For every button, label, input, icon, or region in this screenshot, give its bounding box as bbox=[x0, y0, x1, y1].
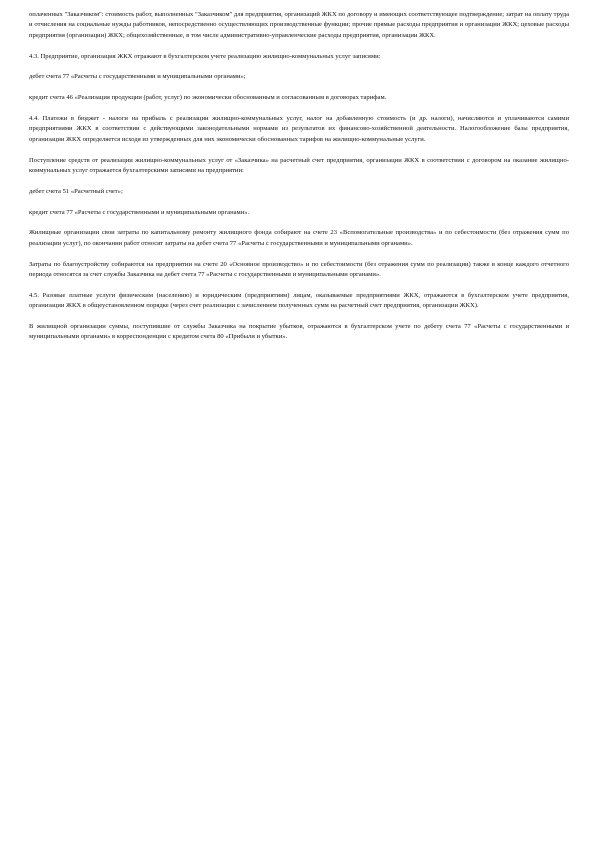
document-body bbox=[29, 10, 569, 353]
entry-debit-51: дебет счета 51 «Расчетный счет»; bbox=[29, 187, 123, 195]
paragraph-loss-coverage: В жилищной организации суммы, поступившие от службы Заказчика на покрытие убытков, отражаются в бухгалтерском учете по дебету счета 77 «Расчеты с государственными и муниципальными органами» в корреспонденции с кредитом счета 80 «Прибыли и убытки». bbox=[29, 323, 569, 341]
entry-credit-77: кредит счета 77 «Расчеты с государственными и муниципальными органами». bbox=[29, 208, 250, 216]
paragraph-capital-repair: Жилищные организации свои затраты по капитальному ремонту жилищного фонда собирают на счете 23 «Вспомогательные производства» и по себестоимости (без отражения сумм по реализации услуг), по окончании работ относят затраты на дебет счета 77 «Расчеты с государственными и муниципальными органами». bbox=[29, 229, 569, 247]
paragraph-4-5: 4.5. Разовые платные услуги физическим (населению) и юридическим (предприятиям) лицам, оказываемые предприятиями ЖКХ, отражаются в бухгалтерском учете предприятия, организации ЖКХ в общеустановленном порядке (через счет реализации с зачислением полученных сумм на расчетный счет предприятия, организации ЖКХ). bbox=[29, 291, 569, 310]
entry-debit-77: дебет счета 77 «Расчеты с государственными и муниципальными органами»; bbox=[29, 73, 246, 81]
paragraph-4-3: 4.3. Предприятие, организация ЖКХ отражают в бухгалтерском учете реализацию жилищно-коммунальных услуг записями: bbox=[29, 52, 381, 60]
entry-credit-46: кредит счета 46 «Реализация продукции (работ, услуг) по экономически обоснованным и согласованным в договорах тарифам. bbox=[29, 94, 387, 102]
paragraph-payment-receipt: Поступление средств от реализации жилищно-коммунальных услуг от «Заказчика» на расчетный счет предприятия, организации ЖКХ в соответствии с договором на оказание жилищно-коммунальных услуг отражается бухгалтерскими записями на предприятии: bbox=[29, 156, 569, 175]
paragraph-landscaping: Затраты по благоустройству собираются на предприятии на счете 20 «Основное производство» и по себестоимости (без отражения сумм по реализации) также в конце каждого отчетного периода относятся за счет службы Заказчика на дебет счета 77 «Расчеты с государственными и муниципальными органами». bbox=[29, 260, 569, 279]
paragraph-4-4: 4.4. Платежи в бюджет - налоги на прибыль с реализации жилищно-коммунальных услуг, налог на добавленную стоимость (и др. налоги), начисляются и уплачиваются самими предприятиями ЖКХ в соответствии с действующими законодательными нормами из результатов их финансово-хозяйственной деятельности. Налогообложение базы предприятия, организации ЖКХ определяется исходя из утвержденных для них экономически обоснованных тарифов на жилищно-коммунальные услуги. bbox=[29, 115, 569, 143]
paragraph-cost-items: оплаченных "Заказчиком": стоимость работ, выполненных "Заказчиком" для предприятия, организаций ЖКХ по договору и имеющих соответствующее подтверждение; затрат на оплату труда и отчисления на социальные нужды работников, непосредственно осуществляющих производственные функции; прочие прямые расходы предприятия и организации ЖКХ; цеховые расходы предприятия (организации) ЖКХ; общехозяйственные, в том числе административно-управленческие расходы предприятия, организации ЖКХ. bbox=[29, 11, 569, 39]
